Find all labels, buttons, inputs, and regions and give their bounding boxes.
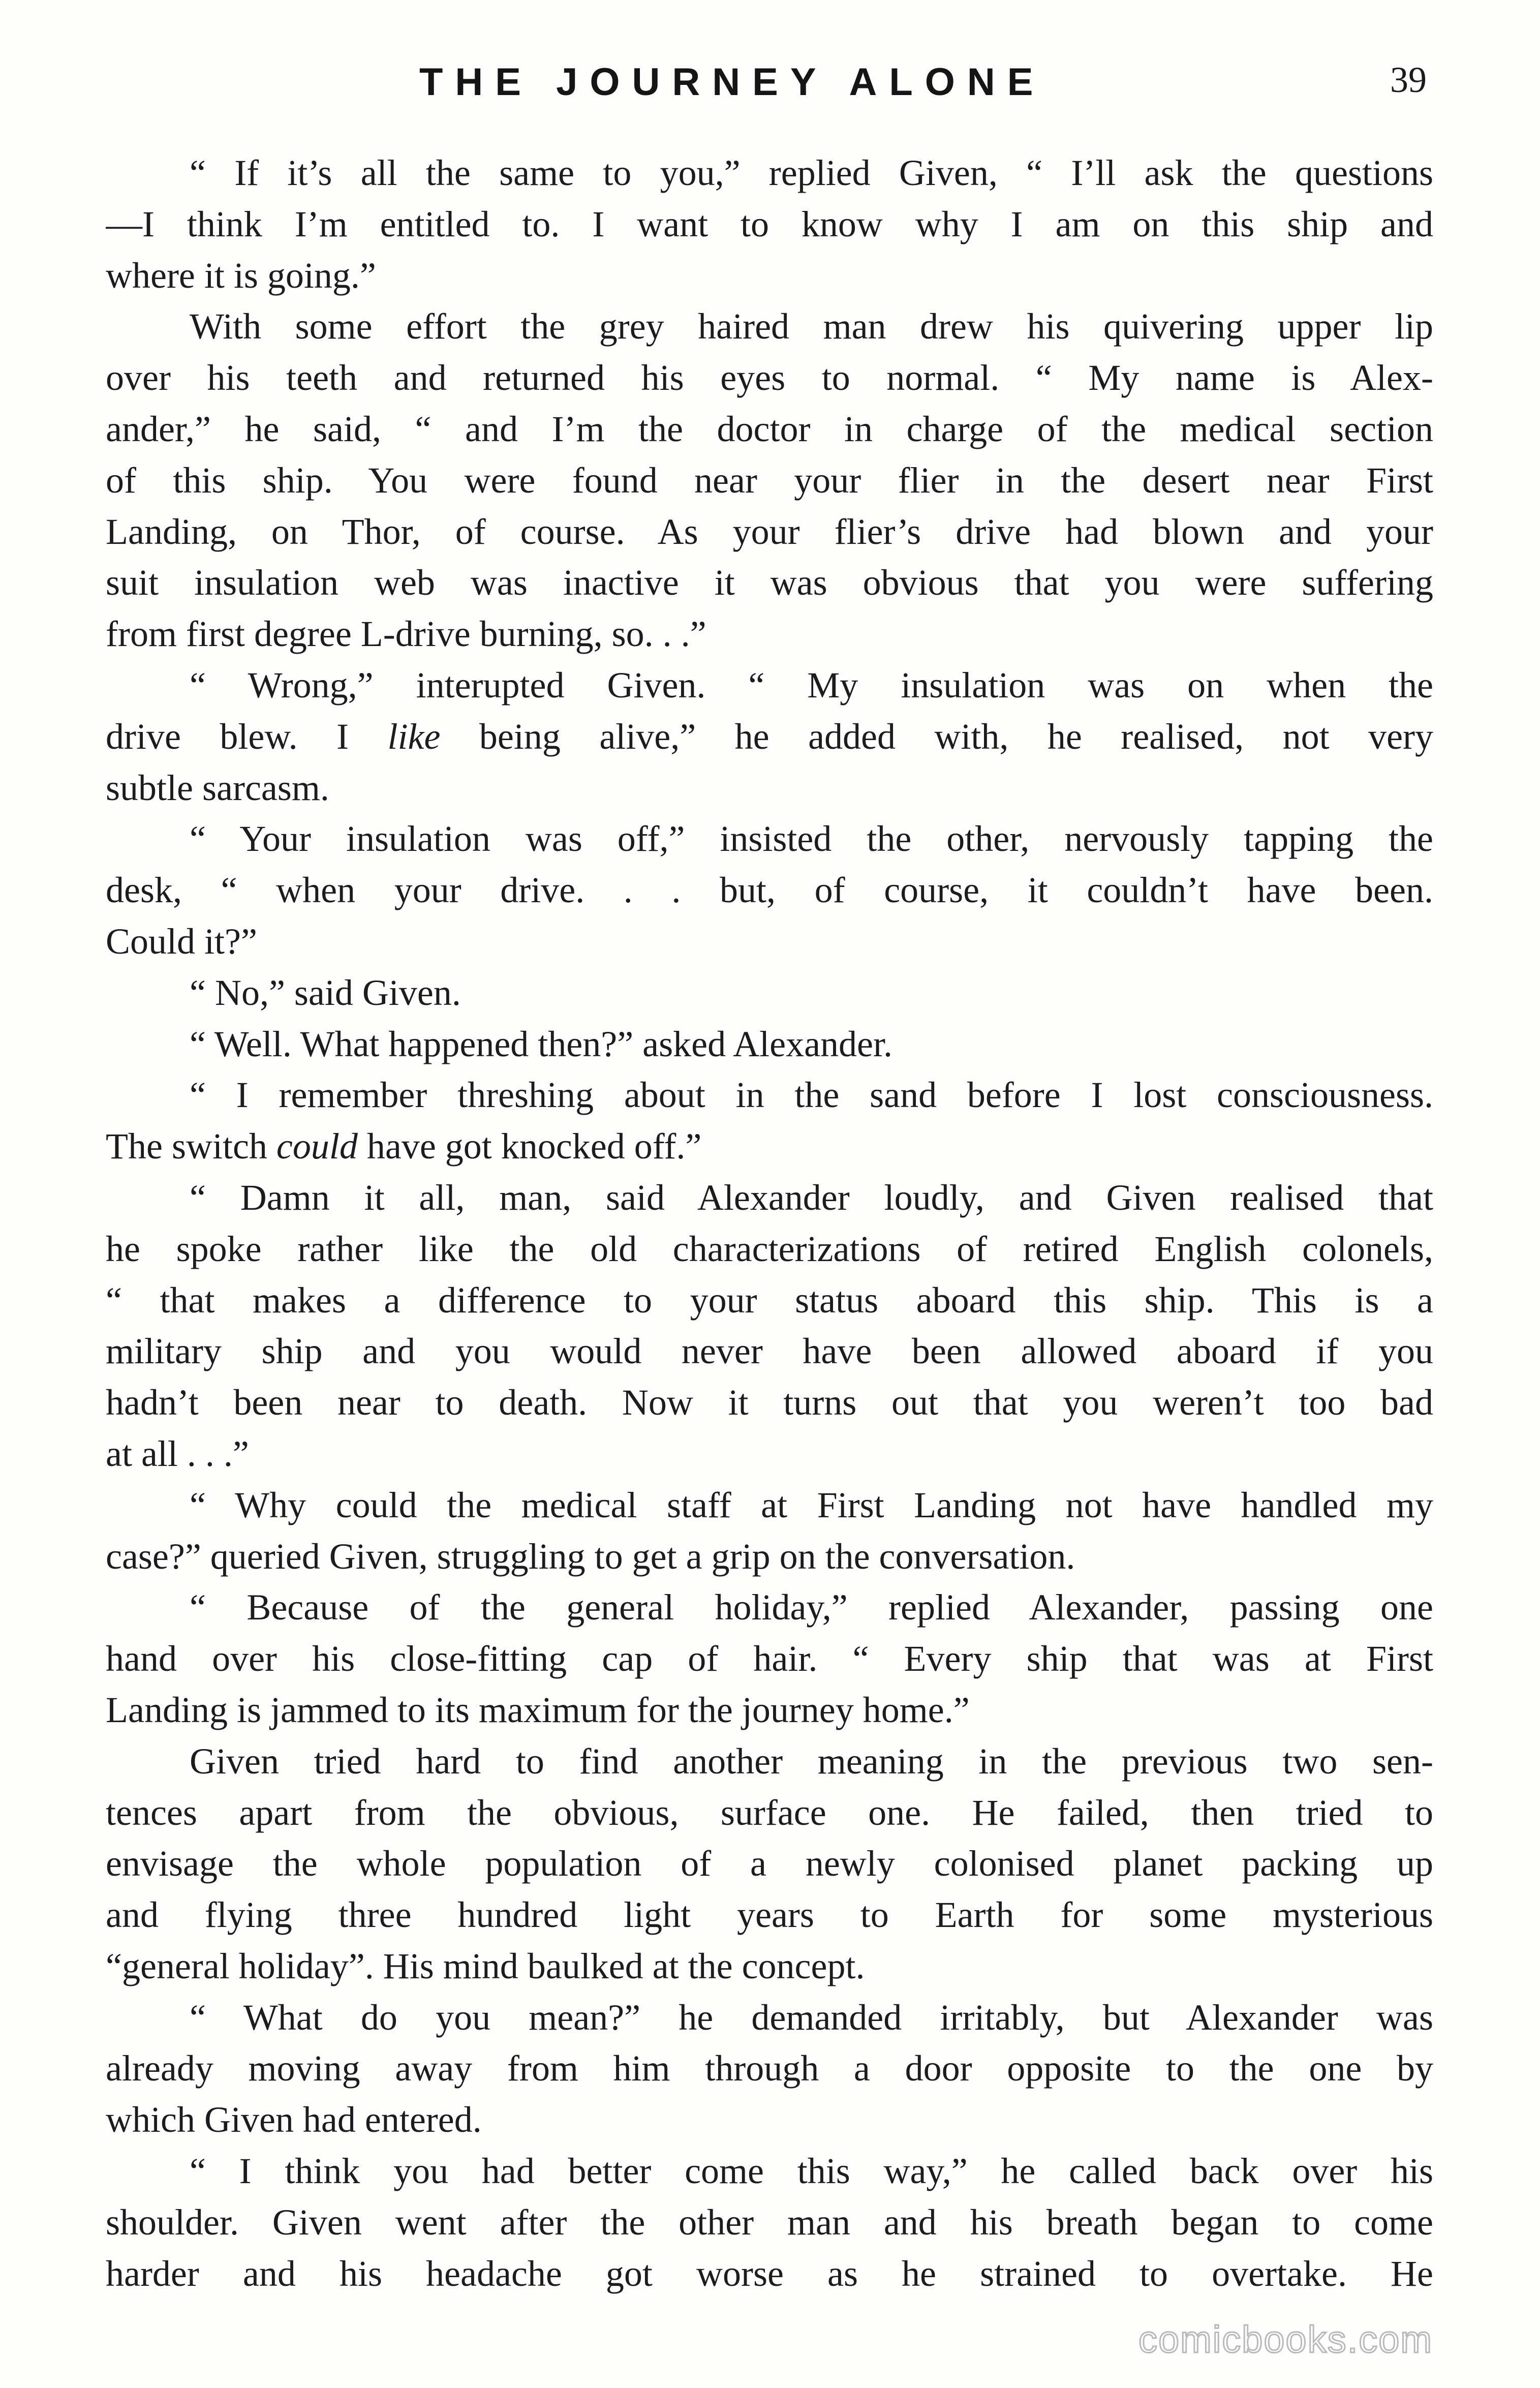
- text-line: at all . . .”: [106, 1433, 249, 1474]
- text-line: envisage the whole population of a newly colonised planet packing up: [106, 1843, 1433, 1884]
- text-line: “ Well. What happened then?” asked Alexander.: [190, 1023, 893, 1064]
- text-line: The switch could have got knocked off.”: [106, 1126, 702, 1167]
- watermark: comicbooks.com: [1138, 2318, 1433, 2361]
- text-line: “ Wrong,” interupted Given. “ My insulation was on when the: [190, 664, 1433, 706]
- text-line: and flying three hundred light years to Earth for some mysterious: [106, 1894, 1433, 1936]
- text-line: harder and his headache got worse as he strained to overtake. He: [106, 2253, 1433, 2294]
- emphasis: like: [387, 716, 441, 757]
- text-line: where it is going.”: [106, 255, 376, 296]
- text-line: Landing, on Thor, of course. As your flier’s drive had blown and your: [106, 511, 1433, 552]
- text-line: which Given had entered.: [106, 2099, 482, 2140]
- text-line: “ Why could the medical staff at First Landing not have handled my: [190, 1484, 1433, 1525]
- text-line: “ No,” said Given.: [190, 972, 461, 1013]
- text-line: desk, “ when your drive. . . but, of course, it couldn’t have been.: [106, 870, 1433, 911]
- text-line: Could it?”: [106, 921, 257, 962]
- text-line: —I think I’m entitled to. I want to know why I am on this ship and: [106, 203, 1433, 244]
- body-text: [106, 147, 1433, 2303]
- text-line: “ that makes a difference to your status aboard this ship. This is a: [106, 1279, 1433, 1321]
- text-line: “general holiday”. His mind baulked at the concept.: [106, 1945, 865, 1986]
- text-line: case?” queried Given, struggling to get a grip on the conversation.: [106, 1536, 1075, 1577]
- text-line: drive blew. I like being alive,” he added with, he realised, not very: [106, 716, 1433, 757]
- text-line: hadn’t been near to death. Now it turns out that you weren’t too bad: [106, 1382, 1433, 1423]
- text-line: military ship and you would never have been allowed aboard if you: [106, 1331, 1433, 1372]
- text-line: “ I think you had better come this way,” he called back over his: [190, 2151, 1433, 2192]
- text-line: “ Because of the general holiday,” replied Alexander, passing one: [190, 1587, 1433, 1628]
- text-line: subtle sarcasm.: [106, 767, 329, 808]
- running-title: THE JOURNEY ALONE: [419, 60, 1045, 104]
- text-line: suit insulation web was inactive it was obvious that you were suffering: [106, 562, 1433, 603]
- text-line: ander,” he said, “ and I’m the doctor in charge of the medical section: [106, 408, 1433, 449]
- running-head: [0, 55, 1540, 116]
- text-line: “ What do you mean?” he demanded irritably, but Alexander was: [190, 1997, 1433, 2038]
- text-line: shoulder. Given went after the other man and his breath began to come: [106, 2201, 1433, 2243]
- text-line: “ Your insulation was off,” insisted the other, nervously tapping the: [190, 818, 1433, 860]
- text-line: Landing is jammed to its maximum for the journey home.”: [106, 1689, 970, 1730]
- text-line: already moving away from him through a door opposite to the one by: [106, 2048, 1433, 2089]
- page-number: 39: [1390, 59, 1427, 100]
- text-line: “ If it’s all the same to you,” replied Given, “ I’ll ask the questions: [190, 152, 1433, 193]
- text-line: With some effort the grey haired man drew his quivering upper lip: [190, 306, 1433, 347]
- emphasis: could: [276, 1126, 358, 1167]
- text-line: tences apart from the obvious, surface one. He failed, then tried to: [106, 1792, 1433, 1833]
- text-line: of this ship. You were found near your flier in the desert near First: [106, 460, 1433, 501]
- text-line: “ Damn it all, man, said Alexander loudly, and Given realised that: [190, 1177, 1433, 1218]
- text-line: Given tried hard to find another meaning in the previous two sen-: [190, 1740, 1433, 1782]
- text-line: “ I remember threshing about in the sand before I lost consciousness.: [190, 1075, 1433, 1116]
- text-line: from first degree L-drive burning, so. . .”: [106, 614, 706, 655]
- text-line: he spoke rather like the old characterizations of retired English colonels,: [106, 1228, 1433, 1269]
- text-line: hand over his close-fitting cap of hair. “ Every ship that was at First: [106, 1638, 1433, 1679]
- text-line: over his teeth and returned his eyes to normal. “ My name is Alex-: [106, 357, 1433, 399]
